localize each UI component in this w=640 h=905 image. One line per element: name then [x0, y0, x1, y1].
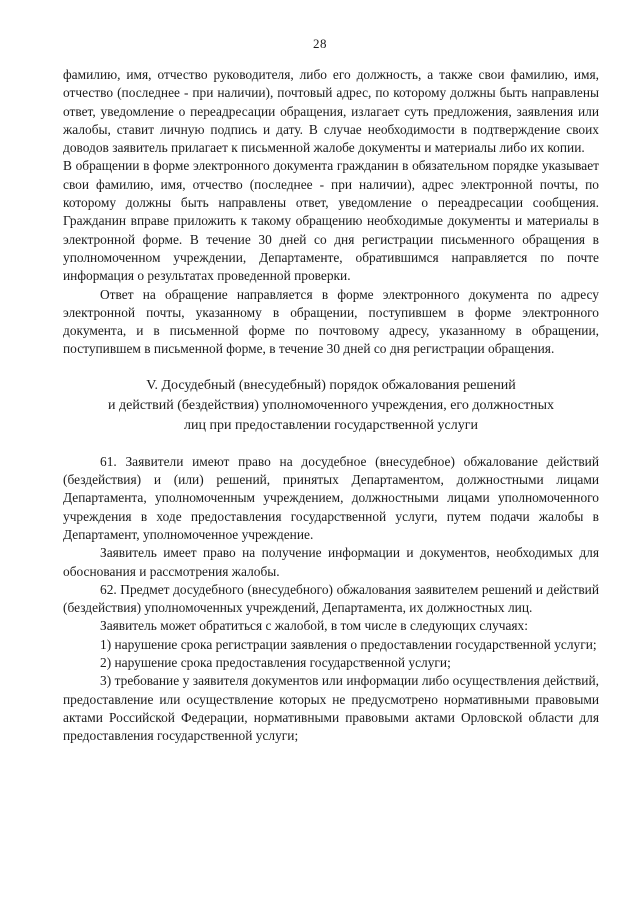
paragraph-complaint-contents: фамилию, имя, отчество руководителя, либо его должность, а также свои фамилию, имя, отчество (последнее - при наличии), почтовый адрес, по которому должны быть направлены ответ, уведомление о переадресации обращения, излагает суть предложения, заявления или жалобы, ставит личную подпись и дату. В случае необходимости в подтверждение своих доводов заявитель прилагает к письменной жалобе документы и материалы либо их копии. [63, 67, 599, 156]
paragraph-response-delivery: Ответ на обращение направляется в форме электронного документа по адресу электронной почты, указанному в обращении, поступившем в форме электронного документа, и в письменной форме по почтовому адресу, указанному в обращении, поступившем в письменной форме, в течение 30 дней со дня регистрации обращения. [63, 286, 599, 357]
paragraph-electronic-appeal: В обращении в форме электронного документа гражданин в обязательном порядке указывает свои фамилию, имя, отчество (последнее - при наличии), адрес электронной почты, по которому должны быть направлены ответ, уведомление о переадресации сообщения. Гражданин вправе приложить к такому обращению необходимые документы и материалы в электронной форме. В течение 30 дней со дня регистрации письменного обращения в уполномоченном учреждении, Департаменте, обратившимся направляется по почте информация о результатах проведенной проверки. [63, 158, 599, 284]
section-heading-line: лиц при предоставлении государственной услуги [184, 417, 478, 433]
section-heading-line: и действий (бездействия) уполномоченного учреждения, его должностных [108, 397, 554, 413]
section-heading-line: V. Досудебный (внесудебный) порядок обжалования решений [146, 377, 516, 393]
section-heading [63, 376, 599, 436]
list-item-2: 2) нарушение срока предоставления государственной услуги; [100, 655, 451, 671]
paragraph-62: 62. Предмет досудебного (внесудебного) обжалования заявителем решений и действий (бездействия) уполномоченных учреждений, Департамента, их должностных лиц. [63, 581, 599, 616]
paragraph-61: 61. Заявители имеют право на досудебное (внесудебное) обжалование действий (бездействия) и (или) решений, принятых Департаментом, должностными лицами Департамента, уполномоченным учреждением, должностными лицами уполномоченного учреждения в ходе предоставления государственной услуги, путем подачи жалобы в Департамент, уполномоченное учреждение. [63, 453, 599, 542]
list-item-3: 3) требование у заявителя документов или информации либо осуществления действий, предоставление или осуществление которых не предусмотрено нормативными правовыми актами Российской Федерации, нормативными правовыми актами Орловской области для предоставления государственной услуги; [63, 673, 599, 744]
list-item-1: 1) нарушение срока регистрации заявления о предоставлении государственной услуги; [100, 636, 597, 652]
paragraph-complaint-cases: Заявитель может обратиться с жалобой, в том числе в следующих случаях: [100, 618, 528, 634]
document-body [63, 66, 599, 746]
paragraph-right-to-information: Заявитель имеет право на получение информации и документов, необходимых для обоснования и рассмотрения жалобы. [63, 545, 599, 579]
page-number: 28 [313, 36, 327, 51]
